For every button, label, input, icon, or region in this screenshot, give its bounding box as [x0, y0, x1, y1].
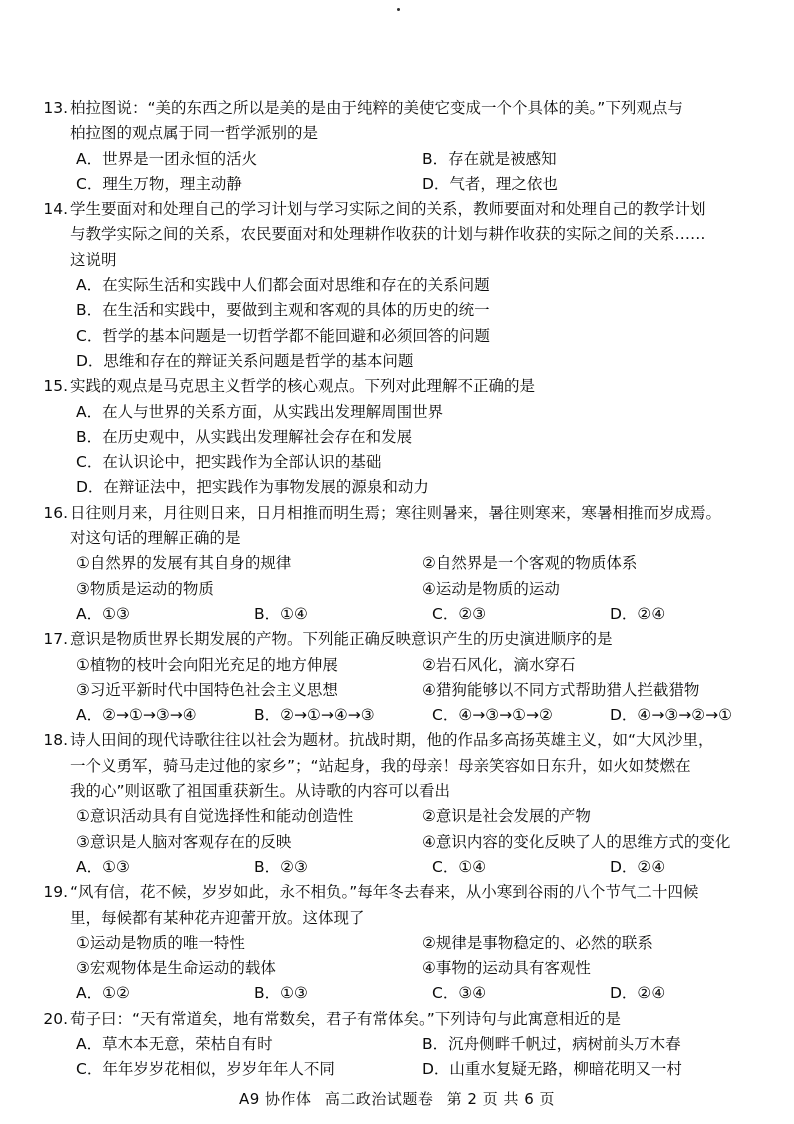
option-item: ③习近平新时代中国特色社会主义思想 [76, 680, 338, 699]
question-stem [70, 627, 768, 652]
question-stem [70, 374, 768, 399]
answer-choice: D．②④ [610, 857, 666, 876]
question-number: 14. [43, 200, 68, 219]
question [28, 197, 768, 374]
option-item: D．山重水复疑无路，柳暗花明又一村 [422, 1060, 682, 1079]
stem-line: 诗人田间的现代诗歌往往以社会为题材。抗战时期，他的作品多高扬英雄主义，如“大风沙里， [70, 731, 714, 750]
answer-choice: D．②④ [610, 984, 666, 1003]
answer-choice: B．②③ [254, 857, 308, 876]
answer-choice: A．①③ [76, 604, 130, 623]
option-row [70, 956, 768, 981]
option-item: ①自然界的发展有其自身的规律 [76, 554, 292, 573]
option-row [70, 931, 768, 956]
stem-line: 与教学实际之间的关系，农民要面对和处理耕作收获的计划与耕作收获的实际之间的关系…… [70, 225, 706, 244]
answer-option: A．在实际生活和实践中人们都会面对思维和存在的关系问题 [76, 276, 490, 295]
question-stem [70, 728, 768, 804]
option-row [70, 551, 768, 576]
option-item: ④运动是物质的运动 [422, 579, 560, 598]
question-list [28, 96, 768, 1083]
option-item: ④事物的运动具有客观性 [422, 959, 591, 978]
question [28, 374, 768, 500]
stem-line: 对这句话的理解正确的是 [70, 529, 241, 548]
stem-line: 里，每候都有某种花卉迎蕾开放。这体现了 [70, 908, 365, 927]
scan-dot [397, 8, 400, 11]
answer-choice: A．②→①→③→④ [76, 706, 197, 725]
answer-choice: A．①② [76, 984, 130, 1003]
question-number: 17. [43, 630, 68, 649]
option-item: C．理生万物，理主动静 [76, 174, 242, 193]
choice-row [70, 855, 768, 880]
stem-line: 柏拉图的观点属于同一哲学派别的是 [70, 124, 319, 143]
answer-choice: C．②③ [432, 604, 487, 623]
question-number: 13. [43, 99, 68, 117]
footer-page: 第 2 页 共 6 页 [446, 1090, 556, 1108]
option-item: ③宏观物体是生命运动的载体 [76, 959, 276, 978]
stem-line: 学生要面对和处理自己的学习计划与学习实际之间的关系，教师要面对和处理自己的教学计划 [70, 200, 706, 219]
option-row [70, 1032, 768, 1057]
option-item: B．沉舟侧畔千帆过，病树前头万木春 [422, 1034, 681, 1053]
option-item: A．草木本无意，荣枯自有时 [76, 1034, 273, 1053]
question-stem [70, 1007, 768, 1032]
stem-line: 这说明 [70, 250, 117, 269]
question [28, 501, 768, 627]
option-row [70, 1057, 768, 1082]
choice-row [70, 981, 768, 1006]
answer-option: B．在生活和实践中，要做到主观和客观的具体的历史的统一 [76, 301, 490, 320]
option-item: B．存在就是被感知 [422, 149, 557, 168]
footer-title: 高二政治试题卷 [324, 1090, 434, 1108]
question-number: 20. [43, 1009, 68, 1028]
question-stem [70, 880, 768, 931]
answer-choice: C．③④ [432, 984, 487, 1003]
answer-choice: B．②→①→④→③ [254, 706, 375, 725]
answer-option: D．在辩证法中，把实践作为事物发展的源泉和动力 [76, 478, 429, 497]
question-number: 18. [43, 731, 68, 750]
question-number: 19. [43, 883, 68, 902]
question [28, 728, 768, 880]
option-item: ②自然界是一个客观的物质体系 [422, 554, 638, 573]
question [28, 96, 768, 197]
option-item: ②意识是社会发展的产物 [422, 807, 591, 826]
option-item: ①运动是物质的唯一特性 [76, 933, 245, 952]
stem-line: 柏拉图说：“美的东西之所以是美的是由于纯粹的美使它变成一个个具体的美。”下列观点与 [70, 99, 683, 117]
stem-line: “风有信，花不候，岁岁如此，永不相负。”每年冬去春来，从小寒到谷雨的八个节气二十四候 [70, 883, 699, 902]
stem-line: 实践的观点是马克思主义哲学的核心观点。下列对此理解不正确的是 [70, 377, 536, 396]
choice-row [70, 703, 768, 728]
option-row [70, 577, 768, 602]
question-stem [70, 197, 768, 273]
answer-choice: C．④→③→①→② [432, 706, 553, 725]
question [28, 1007, 768, 1083]
answer-choice: D．④→③→②→① [610, 706, 732, 725]
option-item: ③意识是人脑对客观存在的反映 [76, 832, 292, 851]
choice-row [70, 602, 768, 627]
question-number: 16. [43, 503, 68, 522]
answer-choice: B．①③ [254, 984, 308, 1003]
answer-choice: C．①④ [432, 857, 487, 876]
option-item: ④意识内容的变化反映了人的思维方式的变化 [422, 832, 731, 851]
option-row [70, 172, 768, 197]
question-number: 15. [43, 377, 68, 396]
answer-choice: D．②④ [610, 604, 666, 623]
answer-choice: A．①③ [76, 857, 130, 876]
option-row [70, 830, 768, 855]
stem-line: 我的心”则讴歌了祖国重获新生。从诗歌的内容可以看出 [70, 782, 451, 801]
option-item: ①意识活动具有自觉选择性和能动创造性 [76, 807, 354, 826]
option-item: ②岩石风化，滴水穿石 [422, 655, 576, 674]
question [28, 627, 768, 728]
answer-option: A．在人与世界的关系方面，从实践出发理解周围世界 [76, 402, 444, 421]
answer-option: D．思维和存在的辩证关系问题是哲学的基本问题 [76, 351, 414, 370]
option-item: ④猎狗能够以不同方式帮助猎人拦截猎物 [422, 680, 700, 699]
option-item: ②规律是事物稳定的、必然的联系 [422, 933, 653, 952]
question-stem [70, 501, 768, 552]
option-item: C．年年岁岁花相似，岁岁年年人不同 [76, 1060, 335, 1079]
question-stem [70, 96, 768, 147]
stem-line: 意识是物质世界长期发展的产物。下列能正确反映意识产生的历史演进顺序的是 [70, 630, 613, 649]
answer-option: C．哲学的基本问题是一切哲学都不能回避和必须回答的问题 [76, 326, 490, 345]
answer-option: B．在历史观中，从实践出发理解社会存在和发展 [76, 427, 413, 446]
answer-option: C．在认识论中，把实践作为全部认识的基础 [76, 453, 382, 472]
page-footer [0, 1088, 794, 1109]
option-row [70, 653, 768, 678]
stem-line: 一个义勇军，骑马走过他的家乡”；“站起身，我的母亲！母亲笑容如日东升，如火如焚燃在 [70, 756, 691, 775]
option-row [70, 678, 768, 703]
option-row [70, 804, 768, 829]
option-item: D．气者，理之依也 [422, 174, 558, 193]
option-item: ③物质是运动的物质 [76, 579, 214, 598]
question [28, 880, 768, 1006]
option-item: A．世界是一团永恒的活火 [76, 149, 258, 168]
footer-org: A9 协作体 [238, 1090, 312, 1108]
stem-line: 荀子曰：“天有常道矣，地有常数矣，君子有常体矣。”下列诗句与此寓意相近的是 [70, 1009, 621, 1028]
option-row [70, 147, 768, 172]
option-item: ①植物的枝叶会向阳光充足的地方伸展 [76, 655, 338, 674]
stem-line: 日往则月来，月往则日来，日月相推而明生焉；寒往则暑来，暑往则寒来，寒暑相推而岁成焉。 [70, 503, 722, 522]
answer-choice: B．①④ [254, 604, 308, 623]
